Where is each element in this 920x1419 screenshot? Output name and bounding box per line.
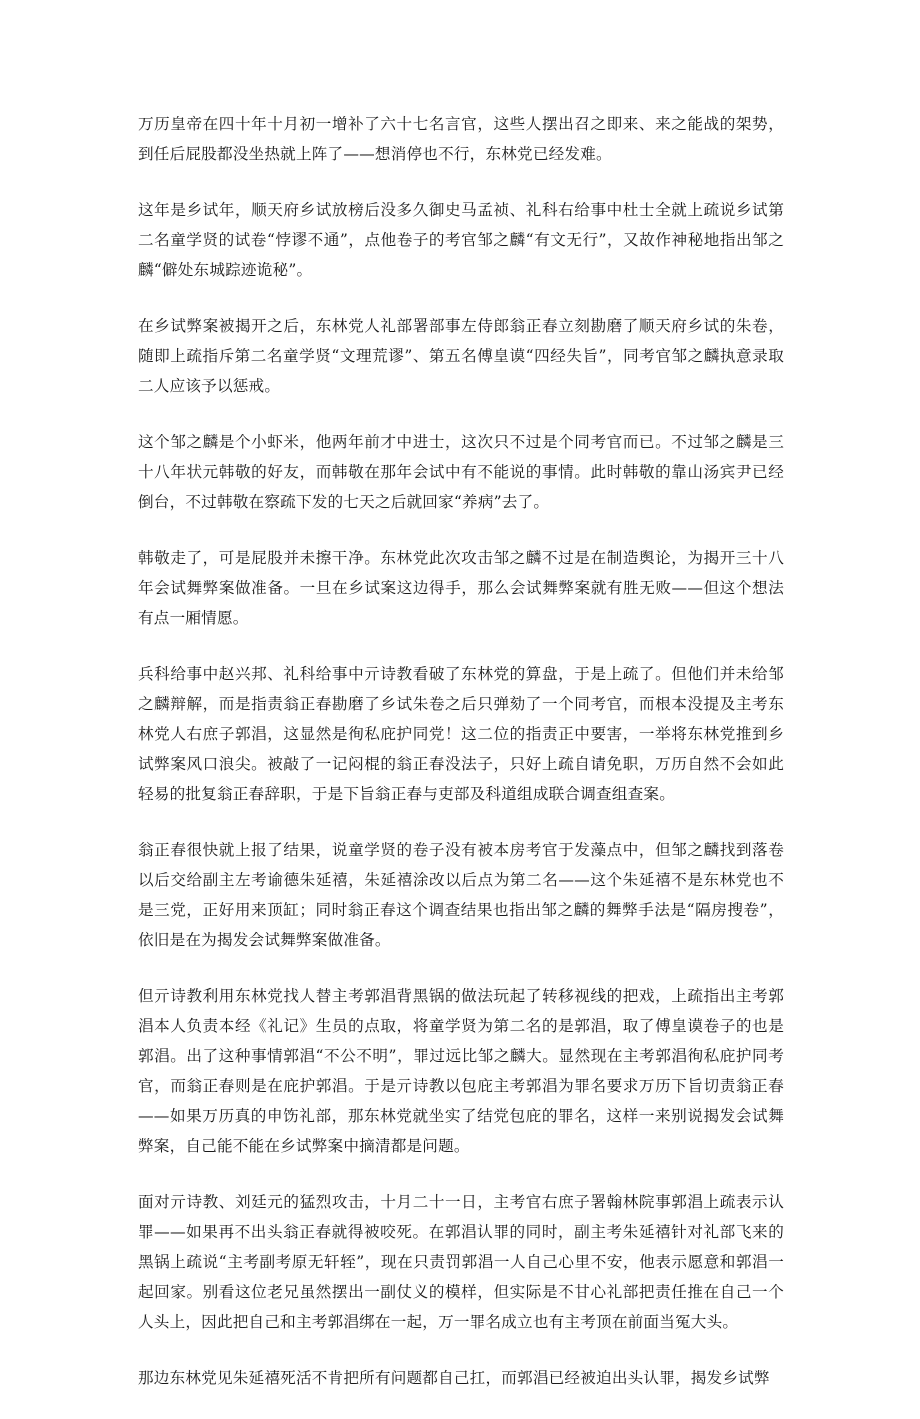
paragraph-4: 这个邹之麟是个小虾米，他两年前才中进士，这次只不过是个同考官而已。不过邹之麟是三十八年状元韩敬的好友，而韩敬在那年会试中有不能说的事情。此时韩敬的靠山汤宾尹已经倒台，不过韩敬在察疏下发的七天之后就回家“养病”去了。	[138, 433, 784, 511]
paragraph-3: 在乡试弊案被揭开之后，东林党人礼部署部事左侍郎翁正春立刻勘磨了顺天府乡试的朱卷，随即上疏指斥第二名童学贤“文理荒谬”、第五名傅皇谟“四经失旨”，同考官邹之麟执意录取二人应该予以惩戒。	[138, 317, 784, 395]
paragraph-8: 但亓诗教利用东林党找人替主考郭淐背黑锅的做法玩起了转移视线的把戏，上疏指出主考郭淐本人负责本经《礼记》生员的点取，将童学贤为第二名的是郭淐，取了傅皇谟卷子的也是郭淐。出了这种事情郭淐“不公不明”，罪过远比邹之麟大。显然现在主考郭淐徇私庇护同考官，而翁正春则是在庇护郭淐。于是亓诗教以包庇主考郭淐为罪名要求万历下旨切责翁正春——如果万历真的申饬礼部，那东林党就坐实了结党包庇的罪名，这样一来别说揭发会试舞弊案，自己能不能在乡试弊案中摘清都是问题。	[138, 987, 784, 1155]
article-body	[138, 109, 784, 1419]
paragraph-10: 那边东林党见朱延禧死活不肯把所有问题都自己扛，而郭淐已经被迫出头认罪，揭发乡试弊	[138, 1369, 770, 1387]
paragraph-5: 韩敬走了，可是屁股并未擦干净。东林党此次攻击邹之麟不过是在制造舆论，为揭开三十八年会试舞弊案做准备。一旦在乡试案这边得手，那么会试舞弊案就有胜无败——但这个想法有点一厢情愿。	[138, 549, 784, 627]
paragraph-2: 这年是乡试年，顺天府乡试放榜后没多久御史马孟祯、礼科右给事中杜士全就上疏说乡试第二名童学贤的试卷“悖谬不通”，点他卷子的考官邹之麟“有文无行”，又故作神秘地指出邹之麟“僻处东城踪迹诡秘”。	[138, 201, 784, 279]
paragraph-1: 万历皇帝在四十年十月初一增补了六十七名言官，这些人摆出召之即来、来之能战的架势，到任后屁股都没坐热就上阵了——想消停也不行，东林党已经发难。	[138, 115, 784, 163]
paragraph-6: 兵科给事中赵兴邦、礼科给事中亓诗教看破了东林党的算盘，于是上疏了。但他们并未给邹之麟辩解，而是指责翁正春勘磨了乡试朱卷之后只弹劾了一个同考官，而根本没提及主考东林党人右庶子郭淐，这显然是徇私庇护同党！这二位的指责正中要害，一举将东林党推到乡试弊案风口浪尖。被敲了一记闷棍的翁正春没法子，只好上疏自请免职，万历自然不会如此轻易的批复翁正春辞职，于是下旨翁正春与吏部及科道组成联合调查组查案。	[138, 665, 784, 803]
paragraph-9: 面对亓诗教、刘廷元的猛烈攻击，十月二十一日，主考官右庶子署翰林院事郭淐上疏表示认罪——如果再不出头翁正春就得被咬死。在郭淐认罪的同时，副主考朱延禧针对礼部飞来的黑锅上疏说“主考副考原无轩轾”，现在只责罚郭淐一人自己心里不安，他表示愿意和郭淐一起回家。别看这位老兄虽然摆出一副仗义的模样，但实际是不甘心礼部把责任推在自己一个人头上，因此把自己和主考郭淐绑在一起，万一罪名成立也有主考顶在前面当冤大头。	[138, 1193, 784, 1331]
paragraph-7: 翁正春很快就上报了结果，说童学贤的卷子没有被本房考官于发藻点中，但邹之麟找到落卷以后交给副主左考谕德朱延禧，朱延禧涂改以后点为第二名——这个朱延禧不是东林党也不是三党，正好用来顶缸；同时翁正春这个调查结果也指出邹之麟的舞弊手法是“隔房搜卷”，依旧是在为揭发会试舞弊案做准备。	[138, 841, 784, 949]
